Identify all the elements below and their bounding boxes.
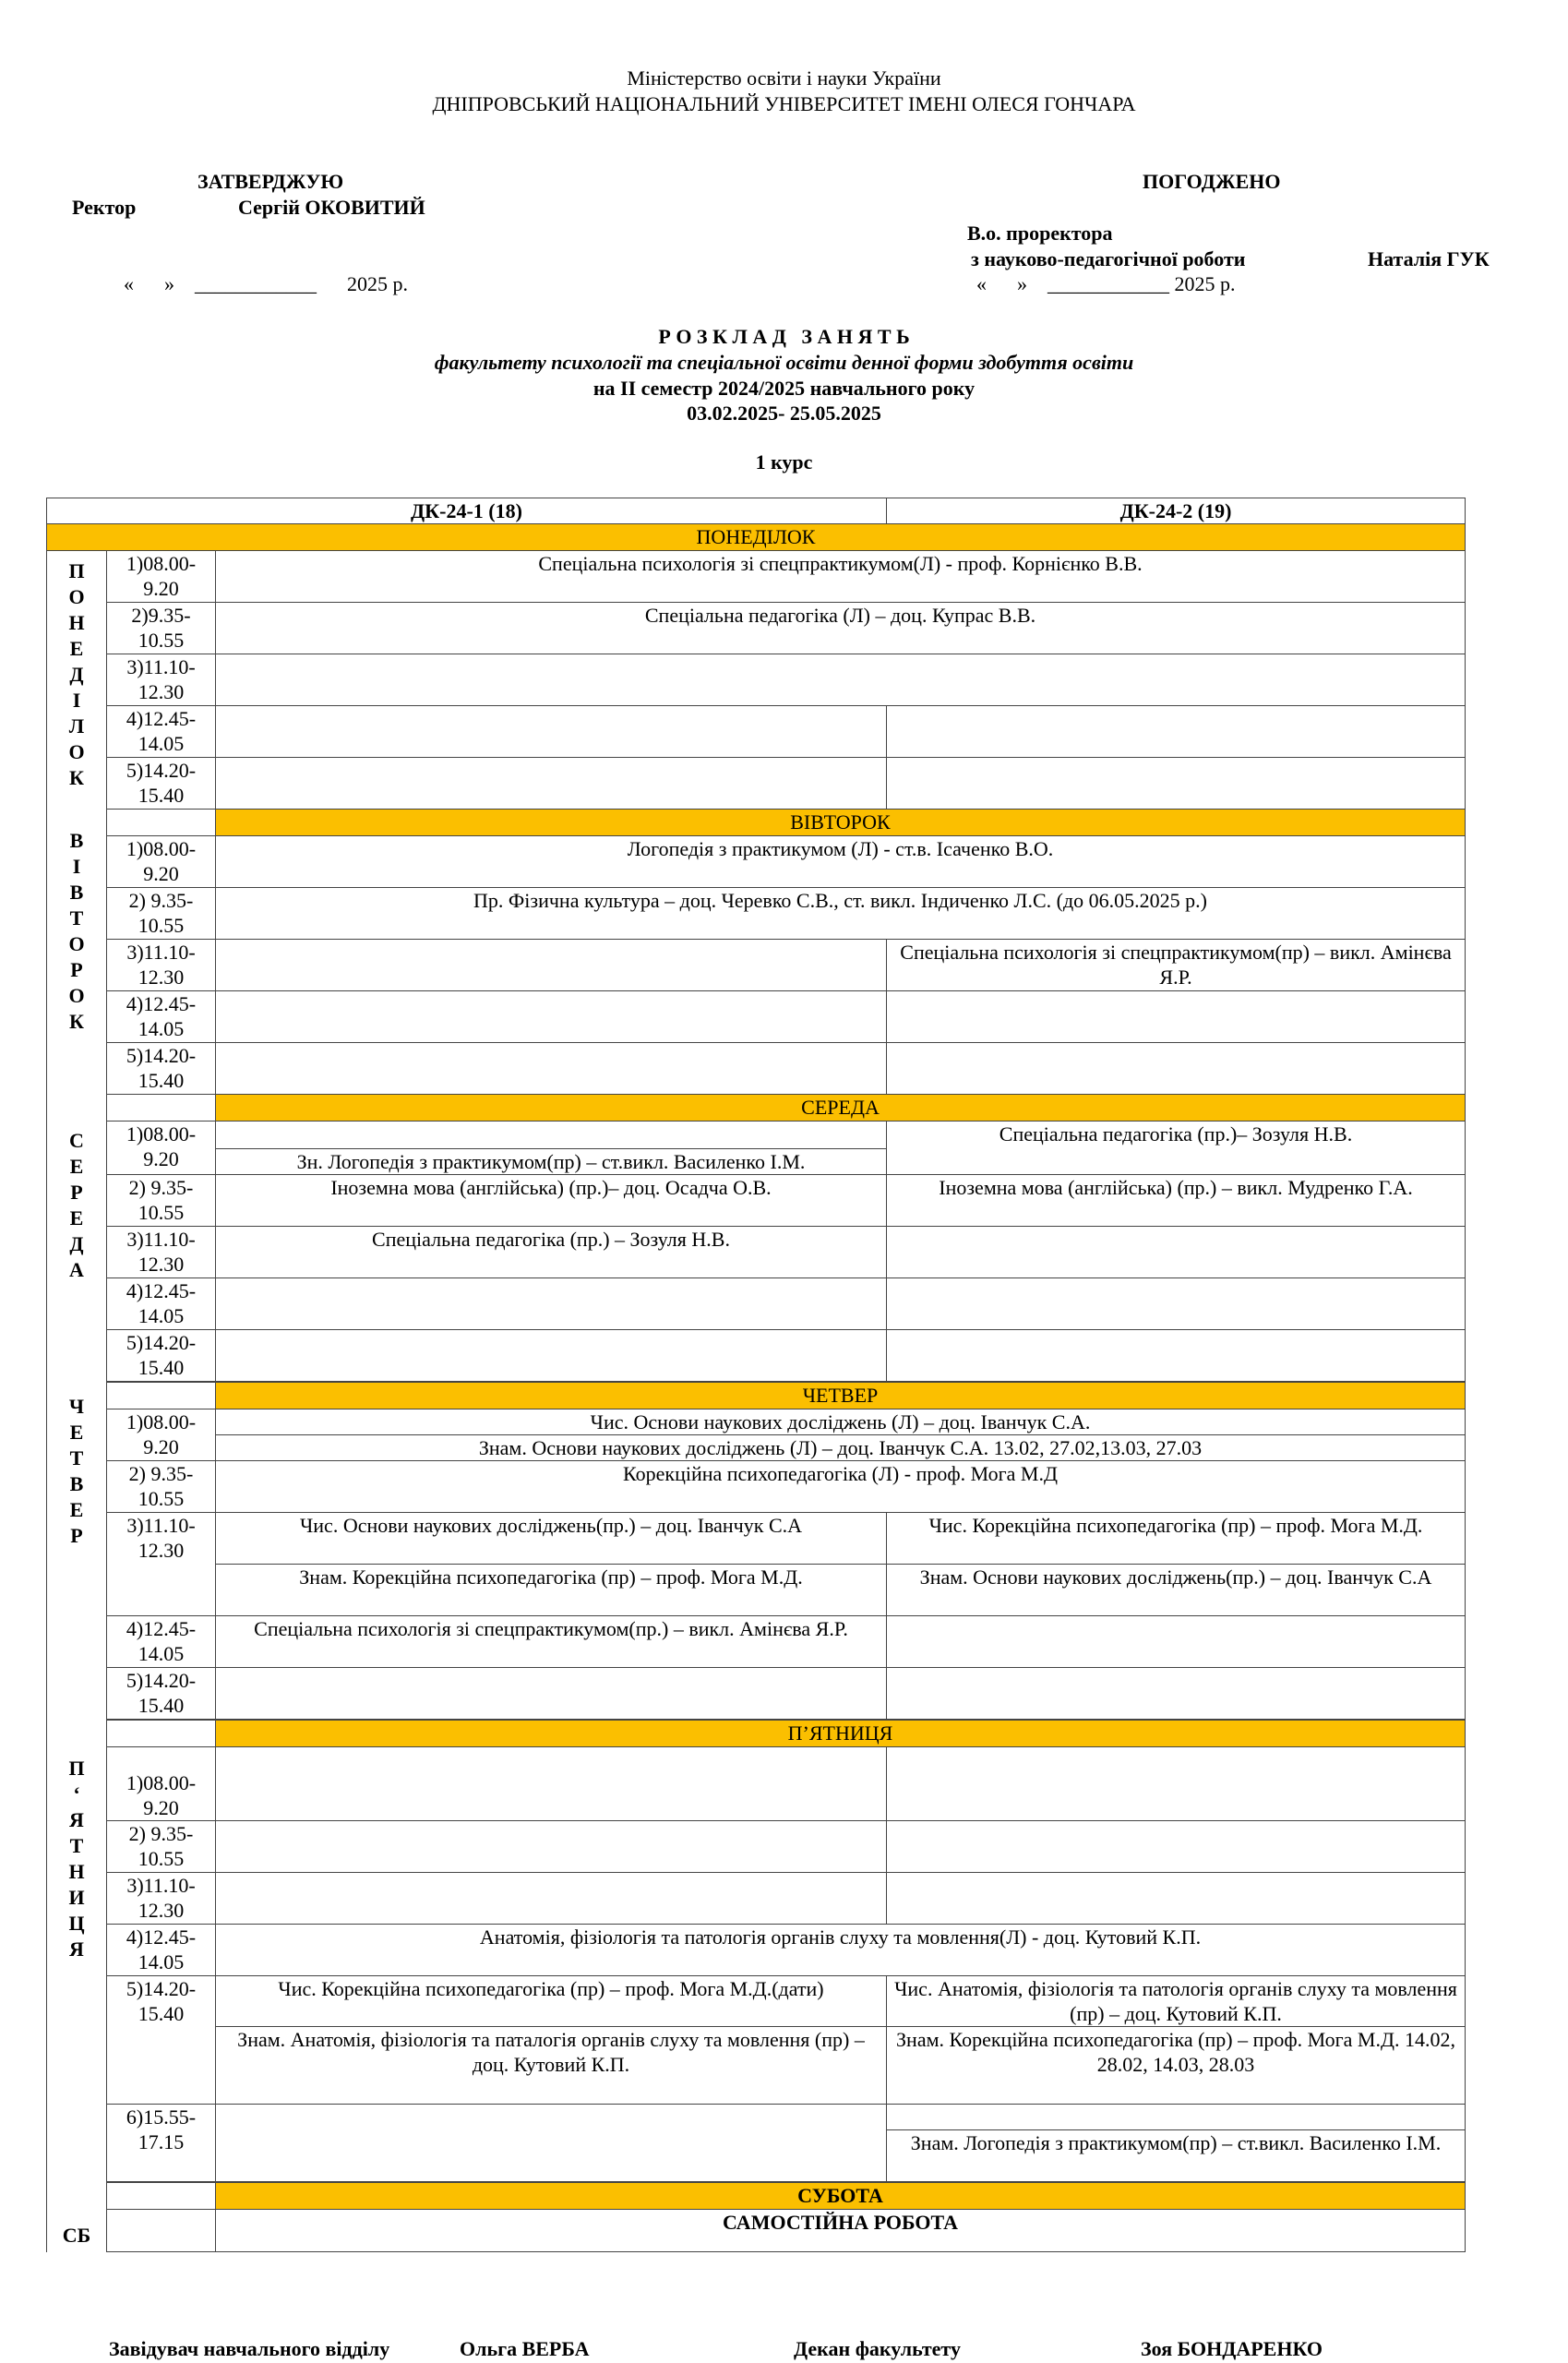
thursday-p1-even: Знам. Основи наукових досліджень (Л) – доц. Іванчук С.А. 13.02, 27.02,13.03, 27.03 bbox=[216, 1435, 1466, 1461]
table-row bbox=[47, 551, 1466, 603]
university-name: ДНІПРОВСЬКИЙ НАЦІОНАЛЬНИЙ УНІВЕРСИТЕТ ІМЕНІ ОЛЕСЯ ГОНЧАРА bbox=[432, 92, 1136, 115]
table-row bbox=[47, 603, 1466, 654]
table-row bbox=[47, 1616, 1466, 1668]
friday-p5-group1-even: Знам. Анатомія, фізіологія та паталогія органів слуху та мовлення (пр) – доц. Кутовий К.П. bbox=[216, 2027, 887, 2105]
time-slot: 5)14.20- 15.40 bbox=[107, 1043, 216, 1095]
friday-p5-group2-odd: Чис. Анатомія, фізіологія та патологія органів слуху та мовлення (пр) – доц. Кутовий К.П. bbox=[887, 1976, 1466, 2027]
wednesday-p1-group1: Зн. Логопедія з практикумом(пр) – ст.викл. Василенко І.М. bbox=[216, 1149, 887, 1175]
table-row bbox=[47, 654, 1466, 706]
course-label: 1 курс bbox=[755, 450, 813, 474]
tuesday-title-row bbox=[47, 810, 1466, 836]
group-header-row bbox=[47, 498, 1466, 524]
thursday-p3-group2-even: Знам. Основи наукових досліджень(пр.) – доц. Іванчук С.А bbox=[887, 1565, 1466, 1616]
friday-title: П’ЯТНИЦЯ bbox=[216, 1721, 1466, 1747]
table-row bbox=[47, 1409, 1466, 1435]
monday-p2: Спеціальна педагогіка (Л) – доц. Купрас В.В. bbox=[216, 603, 1466, 654]
dean-label: Декан факультету bbox=[794, 2337, 961, 2360]
table-row bbox=[47, 1565, 1466, 1616]
wednesday-p3-group1: Спеціальна педагогіка (пр.) – Зозуля Н.В. bbox=[216, 1227, 887, 1278]
empty-cell bbox=[216, 706, 887, 758]
agreed-date: « » ____________ 2025 р. bbox=[976, 272, 1236, 295]
approve-title: ЗАТВЕРДЖУЮ bbox=[197, 170, 344, 193]
semester-line: на ІІ семестр 2024/2025 навчального року bbox=[592, 377, 976, 400]
tuesday-p3-group2: Спеціальна психологія зі спецпрактикумом(пр) – викл. Амінєва Я.Р. bbox=[887, 940, 1466, 991]
empty-cell bbox=[107, 1383, 216, 1409]
table-row bbox=[47, 706, 1466, 758]
table-row bbox=[47, 1873, 1466, 1925]
table-row bbox=[47, 1435, 1466, 1461]
table-row bbox=[47, 1330, 1466, 1382]
ministry-name: Міністерство освіти і науки України bbox=[627, 66, 941, 90]
time-slot: 4)12.45- 14.05 bbox=[107, 1925, 216, 1976]
empty-cell bbox=[216, 654, 1466, 706]
empty-cell bbox=[216, 991, 887, 1043]
table-row bbox=[47, 991, 1466, 1043]
empty-cell bbox=[216, 1278, 887, 1330]
empty-cell bbox=[216, 1043, 887, 1095]
empty-cell bbox=[887, 758, 1466, 810]
time-slot: 2) 9.35- 10.55 bbox=[107, 1461, 216, 1513]
empty-cell bbox=[216, 758, 887, 810]
tuesday-p2: Пр. Фізична культура – доц. Черевко С.В., ст. викл. Індиченко Л.С. (до 06.05.2025 р.) bbox=[216, 888, 1466, 940]
table-row bbox=[47, 1668, 1466, 1720]
table-row bbox=[47, 1175, 1466, 1227]
time-slot: 1)08.00- 9.20 bbox=[107, 1747, 216, 1821]
monday-title-row bbox=[47, 524, 1466, 551]
empty-cell bbox=[887, 706, 1466, 758]
schedule-table bbox=[46, 498, 1466, 2252]
vice-rector-line2: з науково-педагогічної роботи bbox=[971, 247, 1246, 270]
empty-cell bbox=[887, 1043, 1466, 1095]
thursday-p4-group1: Спеціальна психологія зі спецпрактикумом(пр.) – викл. Амінєва Я.Р. bbox=[216, 1616, 887, 1668]
monday-vertical-label: ПОНЕДІЛОК bbox=[47, 551, 107, 810]
time-slot: 4)12.45- 14.05 bbox=[107, 991, 216, 1043]
table-row bbox=[47, 1747, 1466, 1821]
table-row bbox=[47, 2210, 1466, 2252]
rector-label: Ректор bbox=[72, 196, 137, 219]
time-slot: 4)12.45- 14.05 bbox=[107, 706, 216, 758]
thursday-vertical-label: ЧЕТВЕР bbox=[47, 1383, 107, 1721]
time-slot: 2)9.35- 10.55 bbox=[107, 603, 216, 654]
empty-cell bbox=[216, 1821, 887, 1873]
table-row bbox=[47, 836, 1466, 888]
table-row bbox=[47, 1513, 1466, 1565]
empty-cell bbox=[216, 1747, 887, 1821]
vice-rector-line1: В.о. проректора bbox=[967, 222, 1113, 245]
head-of-department-label: Завідувач навчального відділу bbox=[109, 2337, 390, 2360]
group-2-header: ДК-24-2 (19) bbox=[887, 498, 1466, 524]
saturday-vertical-label: СБ bbox=[47, 2183, 107, 2252]
thursday-p2: Корекційна психопедагогіка (Л) - проф. Мога М.Д bbox=[216, 1461, 1466, 1513]
wednesday-title-row bbox=[47, 1095, 1466, 1122]
table-row bbox=[47, 1122, 1466, 1149]
empty-cell bbox=[887, 1821, 1466, 1873]
friday-p6-group2-even: Знам. Логопедія з практикумом(пр) – ст.викл. Василенко І.М. bbox=[887, 2130, 1466, 2182]
tuesday-title: ВІВТОРОК bbox=[216, 810, 1466, 836]
monday-title: ПОНЕДІЛОК bbox=[47, 524, 1466, 551]
thursday-p3-group1-odd: Чис. Основи наукових досліджень(пр.) – доц. Іванчук С.А bbox=[216, 1513, 887, 1565]
empty-cell bbox=[216, 1873, 887, 1925]
monday-p1: Спеціальна психологія зі спецпрактикумом(Л) - проф. Корнієнко В.В. bbox=[216, 551, 1466, 603]
time-slot: 3)11.10- 12.30 bbox=[107, 1227, 216, 1278]
saturday-title: СУБОТА bbox=[216, 2183, 1466, 2210]
time-slot: 2) 9.35- 10.55 bbox=[107, 888, 216, 940]
table-row bbox=[47, 1925, 1466, 1976]
time-slot: 3)11.10- 12.30 bbox=[107, 940, 216, 991]
table-row bbox=[47, 2027, 1466, 2105]
table-row bbox=[47, 1821, 1466, 1873]
table-row bbox=[47, 888, 1466, 940]
empty-cell bbox=[107, 1721, 216, 1747]
time-slot: 2) 9.35- 10.55 bbox=[107, 1175, 216, 1227]
table-row bbox=[47, 1043, 1466, 1095]
friday-p5-group1-odd: Чис. Корекційна психопедагогіка (пр) – проф. Мога М.Д.(дати) bbox=[216, 1976, 887, 2027]
empty-cell bbox=[107, 1095, 216, 1122]
empty-cell bbox=[216, 2105, 887, 2182]
table-row bbox=[47, 1278, 1466, 1330]
empty-cell bbox=[887, 1873, 1466, 1925]
table-row bbox=[47, 940, 1466, 991]
dean-name: Зоя БОНДАРЕНКО bbox=[1141, 2337, 1323, 2360]
table-row bbox=[47, 1461, 1466, 1513]
time-slot: 2) 9.35- 10.55 bbox=[107, 1821, 216, 1873]
wednesday-p1-group2: Спеціальна педагогіка (пр.)– Зозуля Н.В. bbox=[887, 1122, 1466, 1175]
table-row bbox=[47, 1976, 1466, 2027]
thursday-title-row bbox=[47, 1383, 1466, 1409]
wednesday-title: СЕРЕДА bbox=[216, 1095, 1466, 1122]
time-slot: 1)08.00- 9.20 bbox=[107, 1409, 216, 1461]
time-slot: 6)15.55- 17.15 bbox=[107, 2105, 216, 2182]
empty-cell bbox=[887, 1330, 1466, 1382]
time-slot: 3)11.10- 12.30 bbox=[107, 654, 216, 706]
wednesday-p2-group2: Іноземна мова (англійська) (пр.) – викл. Мудренко Г.А. bbox=[887, 1175, 1466, 1227]
faculty-line: факультету психології та спеціальної освіти денної форми здобуття освіти bbox=[434, 351, 1134, 374]
table-row bbox=[47, 2105, 1466, 2130]
empty-cell bbox=[887, 1747, 1466, 1821]
empty-cell bbox=[887, 1668, 1466, 1720]
empty-cell bbox=[216, 1668, 887, 1720]
empty-cell bbox=[107, 2210, 216, 2252]
thursday-p3-group2-odd: Чис. Корекційна психопедагогіка (пр) – проф. Мога М.Д. bbox=[887, 1513, 1466, 1565]
rector-name: Сергій ОКОВИТИЙ bbox=[238, 196, 425, 219]
wednesday-p2-group1: Іноземна мова (англійська) (пр.)– доц. Осадча О.В. bbox=[216, 1175, 887, 1227]
thursday-p1-odd: Чис. Основи наукових досліджень (Л) – доц. Іванчук С.А. bbox=[216, 1409, 1466, 1435]
saturday-title-row bbox=[47, 2183, 1466, 2210]
time-slot: 5)14.20- 15.40 bbox=[107, 1330, 216, 1382]
empty-cell bbox=[216, 1330, 887, 1382]
time-slot: 1)08.00- 9.20 bbox=[107, 1122, 216, 1175]
schedule-heading: Р О З К Л А Д З А Н Я Т Ь bbox=[658, 325, 910, 348]
empty-cell bbox=[216, 940, 887, 991]
table-row bbox=[47, 1227, 1466, 1278]
agreed-title: ПОГОДЖЕНО bbox=[1143, 170, 1281, 193]
friday-p5-group2-even: Знам. Корекційна психопедагогіка (пр) – проф. Мога М.Д. 14.02, 28.02, 14.03, 28.03 bbox=[887, 2027, 1466, 2105]
empty-cell bbox=[107, 2183, 216, 2210]
tuesday-vertical-label: ВІВТОРОК bbox=[47, 810, 107, 1095]
time-slot: 4)12.45- 14.05 bbox=[107, 1278, 216, 1330]
time-slot: 5)14.20- 15.40 bbox=[107, 1668, 216, 1720]
empty-cell bbox=[887, 1227, 1466, 1278]
time-slot: 5)14.20- 15.40 bbox=[107, 1976, 216, 2105]
tuesday-p1: Логопедія з практикумом (Л) - ст.в. Ісаченко В.О. bbox=[216, 836, 1466, 888]
friday-vertical-label: П‘ЯТНИЦЯ bbox=[47, 1721, 107, 2183]
saturday-content: САМОСТІЙНА РОБОТА bbox=[216, 2210, 1466, 2252]
empty-cell bbox=[216, 1122, 887, 1149]
vice-rector-name: Наталія ГУК bbox=[1368, 247, 1490, 270]
thursday-title: ЧЕТВЕР bbox=[216, 1383, 1466, 1409]
time-slot: 1)08.00- 9.20 bbox=[107, 836, 216, 888]
dates-line: 03.02.2025- 25.05.2025 bbox=[687, 402, 881, 425]
empty-cell bbox=[107, 810, 216, 836]
empty-cell bbox=[887, 2105, 1466, 2130]
wednesday-vertical-label: СЕРЕДА bbox=[47, 1095, 107, 1383]
time-slot: 1)08.00- 9.20 bbox=[107, 551, 216, 603]
time-slot: 3)11.10- 12.30 bbox=[107, 1513, 216, 1616]
time-slot: 4)12.45- 14.05 bbox=[107, 1616, 216, 1668]
thursday-p3-group1-even: Знам. Корекційна психопедагогіка (пр) – проф. Мога М.Д. bbox=[216, 1565, 887, 1616]
friday-p4: Анатомія, фізіологія та патологія органів слуху та мовлення(Л) - доц. Кутовий К.П. bbox=[216, 1925, 1466, 1976]
approve-date: « » ____________ 2025 р. bbox=[124, 272, 408, 295]
empty-cell bbox=[887, 1278, 1466, 1330]
empty-cell bbox=[887, 1616, 1466, 1668]
table-row bbox=[47, 758, 1466, 810]
time-slot: 3)11.10- 12.30 bbox=[107, 1873, 216, 1925]
group-1-header: ДК-24-1 (18) bbox=[47, 498, 887, 524]
time-slot: 5)14.20- 15.40 bbox=[107, 758, 216, 810]
friday-title-row bbox=[47, 1721, 1466, 1747]
empty-cell bbox=[887, 991, 1466, 1043]
head-of-department-name: Ольга ВЕРБА bbox=[460, 2337, 590, 2360]
